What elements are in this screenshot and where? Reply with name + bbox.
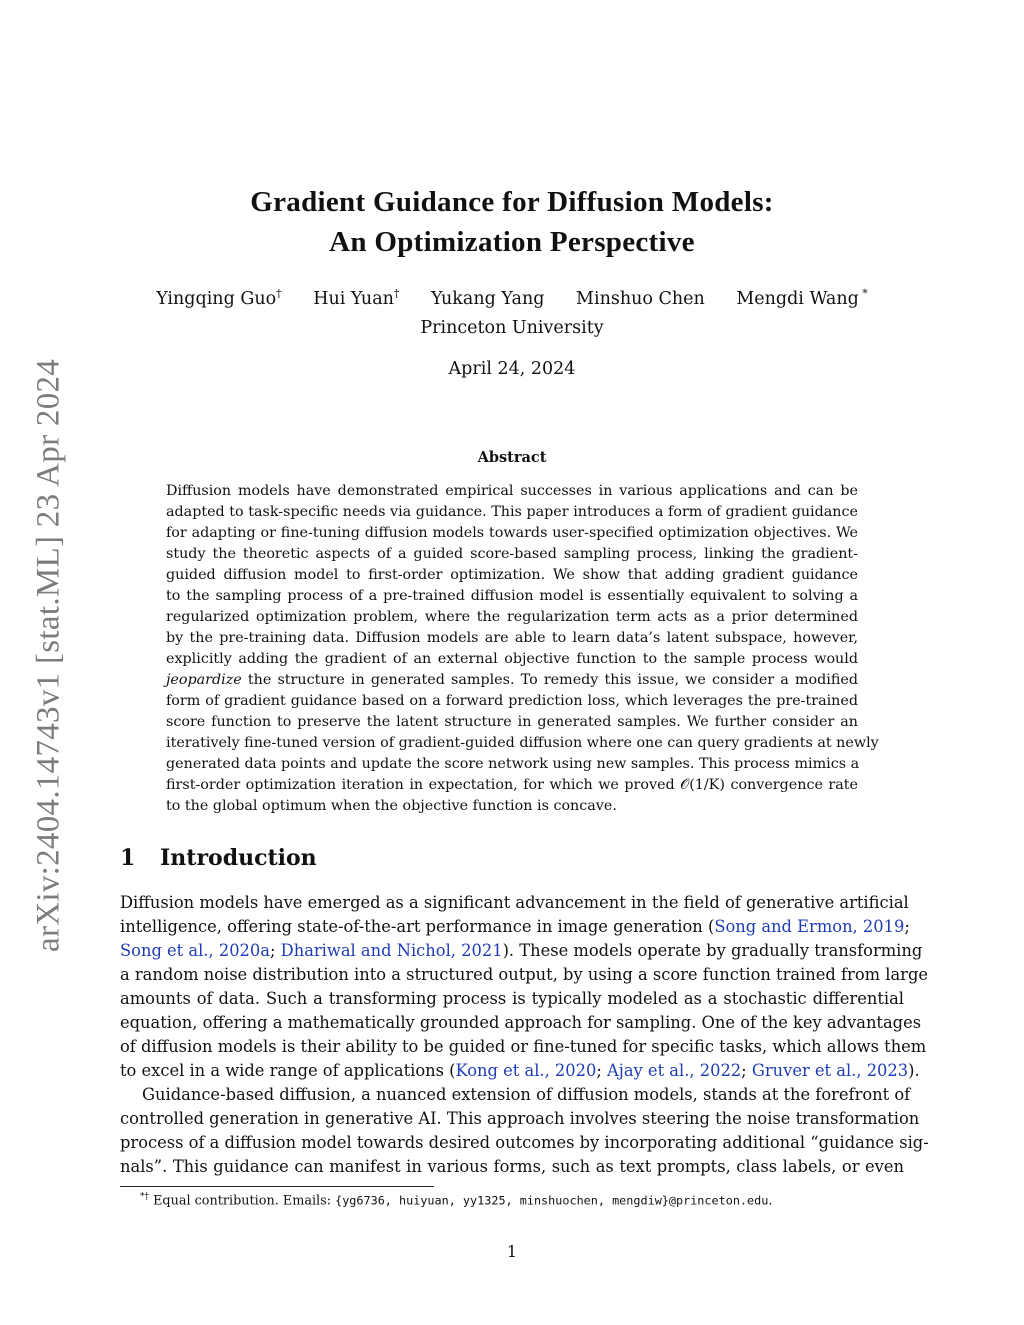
abstract-line: explicitly adding the gradient of an external objective function to the sample process would xyxy=(166,651,858,667)
citation-link[interactable]: Ajay et al., 2022 xyxy=(607,1061,742,1080)
footnote-divider xyxy=(120,1186,434,1187)
abstract-line: Diffusion models have demonstrated empirical successes in various applications and can be xyxy=(166,483,858,499)
paper-title-line-1: Gradient Guidance for Diffusion Models: xyxy=(250,186,774,218)
body-line: Diffusion models have emerged as a significant advancement in the field of generative artificial xyxy=(120,893,909,912)
body-line: intelligence, offering state-of-the-art performance in image generation (Song and Ermon, 2019; xyxy=(120,917,910,936)
abstract-line: to the global optimum when the objective function is concave. xyxy=(166,798,617,814)
page-number: 1 xyxy=(506,1242,518,1261)
body-line: Song et al., 2020a; Dhariwal and Nichol, 2021). These models operate by gradually transforming xyxy=(120,941,923,960)
section-heading xyxy=(120,845,317,871)
italic-term: jeopardize xyxy=(166,672,242,688)
body-line: process of a diffusion model towards desired outcomes by incorporating additional “guidance sig- xyxy=(120,1133,929,1152)
footnote-mark: *† xyxy=(140,1192,149,1202)
body-line: of diffusion models is their ability to be guided or fine-tuned for specific tasks, which allows them xyxy=(120,1037,927,1056)
footnote: *† Equal contribution. Emails: {yg6736, huiyuan, yy1325, minshuochen, mengdiw}@princeton.edu. xyxy=(140,1192,773,1209)
author-list xyxy=(100,287,924,309)
body-line: amounts of data. Such a transforming process is typically modeled as a stochastic differential xyxy=(120,989,904,1008)
email-list: {yg6736, huiyuan, yy1325, minshuochen, mengdiw}@princeton.edu xyxy=(335,1193,769,1208)
body-line: equation, offering a mathematically grounded approach for sampling. One of the key advantages xyxy=(120,1013,922,1032)
author: Yingqing Guo† xyxy=(156,287,282,309)
section-number: 1 xyxy=(120,845,136,871)
author: Hui Yuan† xyxy=(313,287,400,309)
abstract-line: jeopardize the structure in generated samples. To remedy this issue, we consider a modified xyxy=(166,672,858,688)
abstract-line: to the sampling process of a pre-trained diffusion model is essentially equivalent to solving a xyxy=(166,588,858,604)
author: Mengdi Wang * xyxy=(736,287,868,309)
body-line: controlled generation in generative AI. This approach involves steering the noise transformation xyxy=(120,1109,920,1128)
abstract-line: score function to preserve the latent structure in generated samples. We further consider an xyxy=(166,714,858,730)
body-line: to excel in a wide range of applications (Kong et al., 2020; Ajay et al., 2022; Gruver et al., 2023). xyxy=(120,1061,920,1080)
publication-date: April 24, 2024 xyxy=(448,359,576,379)
body-line: a random noise distribution into a structured output, by using a score function trained from large xyxy=(120,965,928,984)
abstract-line: adapted to task-specific needs via guidance. This paper introduces a form of gradient guidance xyxy=(166,504,858,520)
section-title: Introduction xyxy=(160,845,317,871)
abstract-line: study the theoretic aspects of a guided score-based sampling process, linking the gradient- xyxy=(166,546,858,562)
arxiv-identifier: arXiv:2404.14743v1 [stat.ML] 23 Apr 2024 xyxy=(30,358,67,952)
introduction-body xyxy=(120,891,929,1179)
author: Yukang Yang xyxy=(430,288,545,309)
citation-link[interactable]: Song and Ermon, 2019 xyxy=(714,917,905,936)
abstract-line: iteratively fine-tuned version of gradient-guided diffusion where one can query gradients at newly xyxy=(166,735,879,751)
abstract-body xyxy=(166,481,879,817)
abstract-line: form of gradient guidance based on a forward prediction loss, which leverages the pre-trained xyxy=(166,693,858,709)
paper-title-line-2: An Optimization Perspective xyxy=(329,226,695,258)
body-line: nals”. This guidance can manifest in various forms, such as text prompts, class labels, or even xyxy=(120,1157,904,1176)
affiliation: Princeton University xyxy=(420,318,604,338)
body-line: Guidance-based diffusion, a nuanced extension of diffusion models, stands at the forefront of xyxy=(142,1085,911,1104)
abstract-line: regularized optimization problem, where the regularization term acts as a prior determined xyxy=(166,609,858,625)
citation-link[interactable]: Kong et al., 2020 xyxy=(455,1061,597,1080)
citation-link[interactable]: Song et al., 2020a xyxy=(120,941,270,960)
abstract-line: for adapting or fine-tuning diffusion models towards user-specified optimization objectives. We xyxy=(166,525,858,541)
abstract-line: guided diffusion model to first-order optimization. We show that adding gradient guidance xyxy=(166,567,858,583)
citation-link[interactable]: Gruver et al., 2023 xyxy=(751,1061,909,1080)
abstract-line: generated data points and update the score network using new samples. This process mimics a xyxy=(166,756,860,772)
abstract-line: by the pre-training data. Diffusion models are able to learn data’s latent subspace, however, xyxy=(166,630,858,646)
abstract-heading: Abstract xyxy=(477,449,547,466)
author: Minshuo Chen xyxy=(576,288,705,309)
abstract-line: first-order optimization iteration in expectation, for which we proved 𝒪(1/K) convergence rate xyxy=(166,777,858,793)
citation-link[interactable]: Dhariwal and Nichol, 2021 xyxy=(280,941,503,960)
